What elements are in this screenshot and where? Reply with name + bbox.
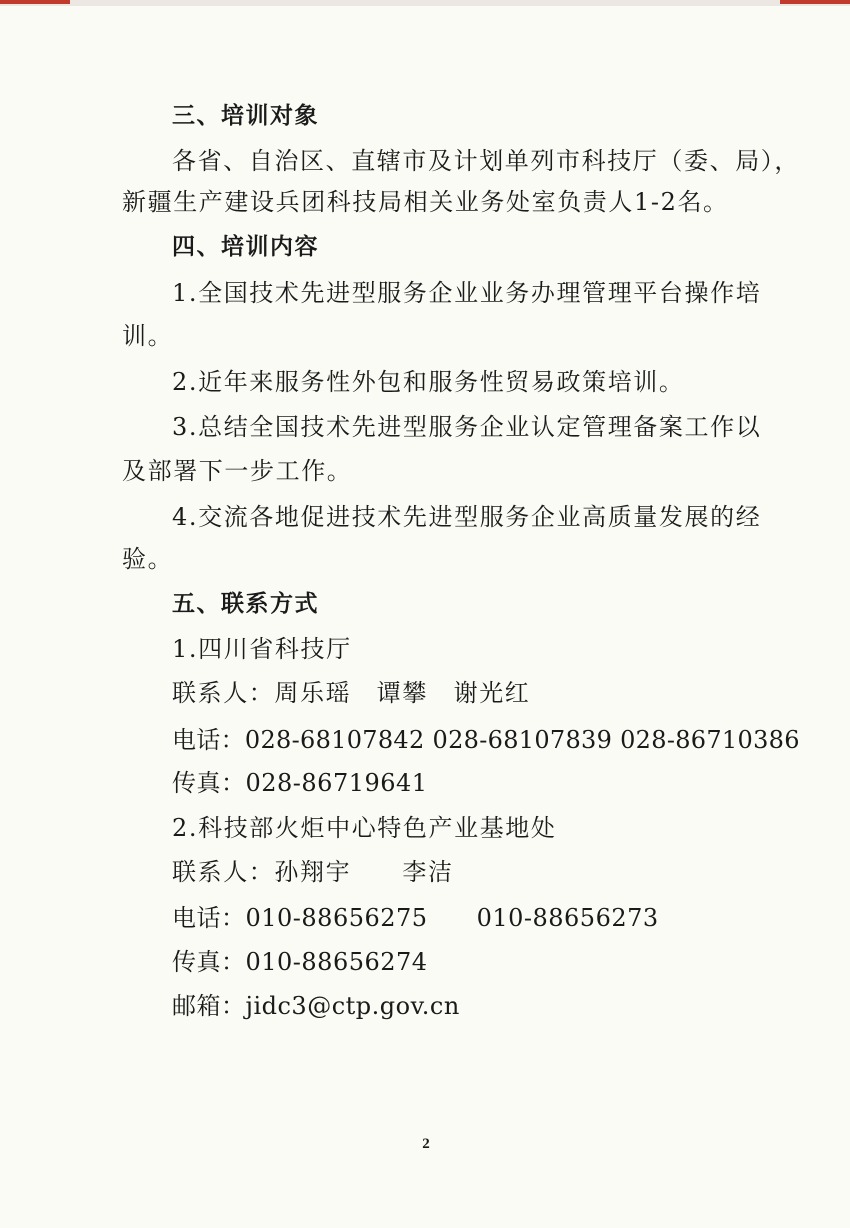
contact-phone: 电话：028-68107842 028-68107839 028-86710386 [172, 726, 800, 754]
paragraph-line: 4.交流各地促进技术先进型服务企业高质量发展的经 [172, 503, 762, 531]
section-heading-training-targets: 三、培训对象 [172, 103, 319, 129]
section-heading-contact-info: 五、联系方式 [172, 591, 319, 617]
contact-org: 2.科技部火炬中心特色产业基地处 [172, 814, 557, 842]
red-edge-mark [780, 0, 850, 4]
contact-persons: 联系人：周乐瑶 谭攀 谢光红 [172, 679, 531, 707]
paragraph-line: 1.全国技术先进型服务企业业务办理管理平台操作培 [172, 279, 762, 307]
contact-fax: 传真：028-86719641 [172, 769, 428, 797]
contact-persons: 联系人：孙翔宇 李洁 [172, 858, 454, 886]
red-edge-mark [0, 0, 70, 4]
paragraph-line: 训。 [122, 322, 174, 350]
page-top-edge [0, 0, 850, 6]
paragraph-line: 2.近年来服务性外包和服务性贸易政策培训。 [172, 368, 685, 396]
contact-fax: 传真：010-88656274 [172, 948, 428, 976]
contact-org: 1.四川省科技厅 [172, 635, 352, 663]
paragraph-line: 各省、自治区、直辖市及计划单列市科技厅（委、局）， [172, 147, 800, 175]
contact-email: 邮箱：jidc3@ctp.gov.cn [172, 992, 460, 1020]
paragraph-line: 新疆生产建设兵团科技局相关业务处室负责人1-2名。 [122, 188, 729, 216]
contact-phone: 电话：010-88656275 010-88656273 [172, 904, 659, 932]
paragraph-line: 3.总结全国技术先进型服务企业认定管理备案工作以 [172, 413, 762, 441]
page-number: 2 [422, 1136, 430, 1152]
section-heading-training-content: 四、培训内容 [172, 234, 319, 260]
paragraph-line: 验。 [122, 545, 174, 573]
paragraph-line: 及部署下一步工作。 [122, 457, 353, 485]
